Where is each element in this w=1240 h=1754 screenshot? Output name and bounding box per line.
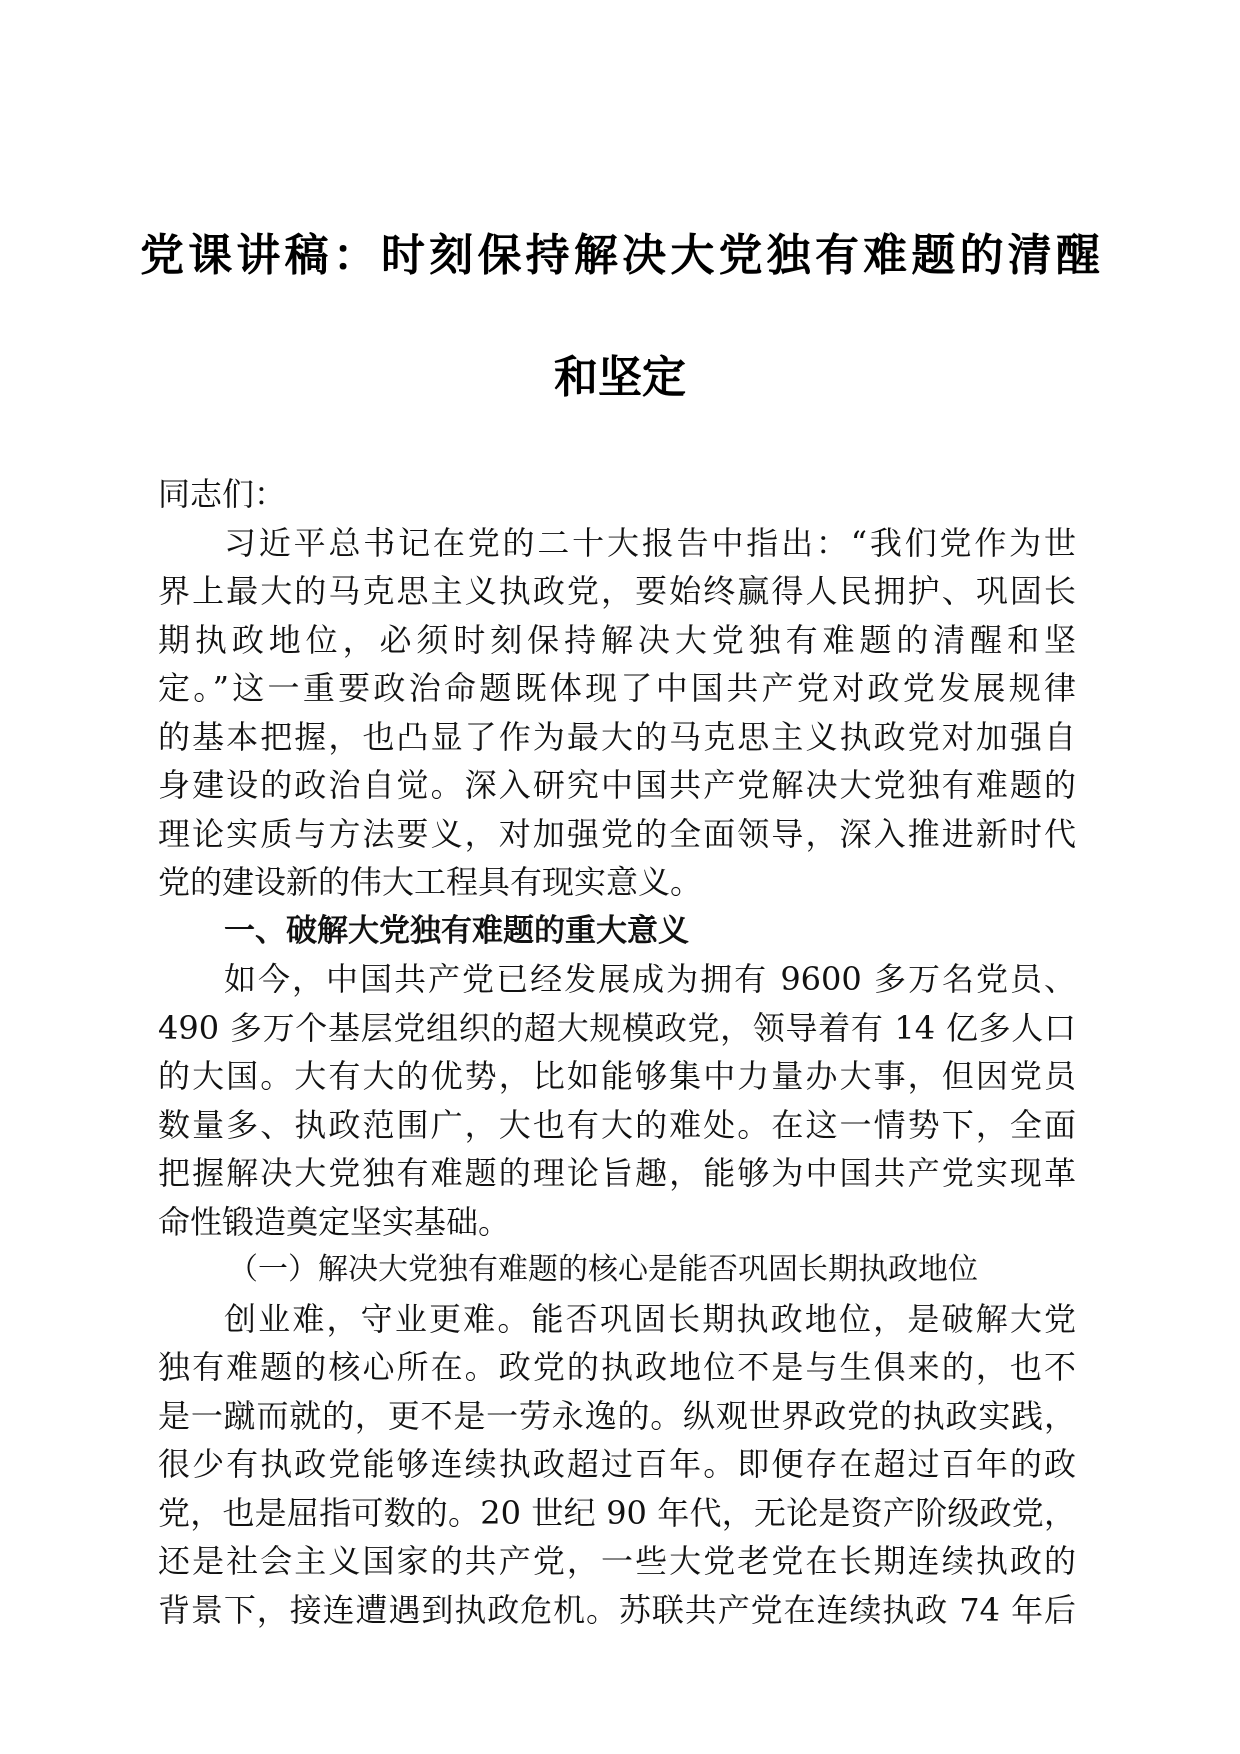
paragraph-2-line: 命性锻造奠定坚实基础。 bbox=[158, 1202, 511, 1241]
paragraph-3-line: 很少有执政党能够连续执政超过百年。即便存在超过百年的政 bbox=[158, 1445, 1076, 1483]
paragraph-1-line: 身建设的政治自觉。深入研究中国共产党解决大党独有难题的 bbox=[158, 766, 1076, 804]
paragraph-2-line: 的大国。大有大的优势，比如能够集中力量办大事，但因党员 bbox=[158, 1057, 1076, 1095]
paragraph-1-line: 习近平总书记在党的二十大报告中指出：“我们党作为世 bbox=[224, 523, 1076, 562]
salutation: 同志们： bbox=[158, 475, 287, 513]
paragraph-2-line: 如今，中国共产党已经发展成为拥有 9600 多万名党员、 bbox=[224, 960, 1076, 998]
paragraph-2-line: 490 多万个基层党组织的超大规模政党，领导着有 14 亿多人口 bbox=[158, 1008, 1076, 1047]
paragraph-1-line: 期执政地位，必须时刻保持解决大党独有难题的清醒和坚 bbox=[158, 620, 1076, 659]
subsection-heading-1: （一）解决大党独有难题的核心是能否巩固长期执政地位 bbox=[228, 1252, 978, 1287]
paragraph-3-line: 背景下，接连遭遇到执政危机。苏联共产党在连续执政 74 年后 bbox=[158, 1590, 1076, 1629]
document-body bbox=[158, 470, 1076, 1634]
document-title-line-1: 党课讲稿：时刻保持解决大党独有难题的清醒 bbox=[140, 230, 1100, 281]
paragraph-1-line: 定。”这一重要政治命题既体现了中国共产党对政党发展规律 bbox=[158, 669, 1076, 707]
paragraph-3-line: 创业难，守业更难。能否巩固长期执政地位，是破解大党 bbox=[224, 1299, 1076, 1338]
paragraph-1-line: 党的建设新的伟大工程具有现实意义。 bbox=[158, 863, 703, 901]
paragraph-1-line: 理论实质与方法要义，对加强党的全面领导，深入推进新时代 bbox=[158, 814, 1076, 853]
paragraph-2-line: 把握解决大党独有难题的理论旨趣，能够为中国共产党实现革 bbox=[158, 1154, 1076, 1192]
paragraph-3-line: 党，也是屈指可数的。20 世纪 90 年代，无论是资产阶级政党， bbox=[158, 1493, 1076, 1532]
paragraph-3-line: 还是社会主义国家的共产党，一些大党老党在长期连续执政的 bbox=[158, 1542, 1076, 1580]
document-title-line-2: 和坚定 bbox=[554, 352, 686, 403]
paragraph-3-line: 是一蹴而就的，更不是一劳永逸的。纵观世界政党的执政实践， bbox=[158, 1396, 1076, 1435]
paragraph-1-line: 的基本把握，也凸显了作为最大的马克思主义执政党对加强自 bbox=[158, 717, 1076, 756]
paragraph-2-line: 数量多、执政范围广，大也有大的难处。在这一情势下，全面 bbox=[158, 1105, 1076, 1144]
section-heading-1: 一、破解大党独有难题的重大意义 bbox=[224, 912, 689, 949]
paragraph-1-line: 界上最大的马克思主义执政党，要始终赢得人民拥护、巩固长 bbox=[158, 572, 1076, 610]
paragraph-3-line: 独有难题的核心所在。政党的执政地位不是与生俱来的，也不 bbox=[158, 1348, 1076, 1386]
